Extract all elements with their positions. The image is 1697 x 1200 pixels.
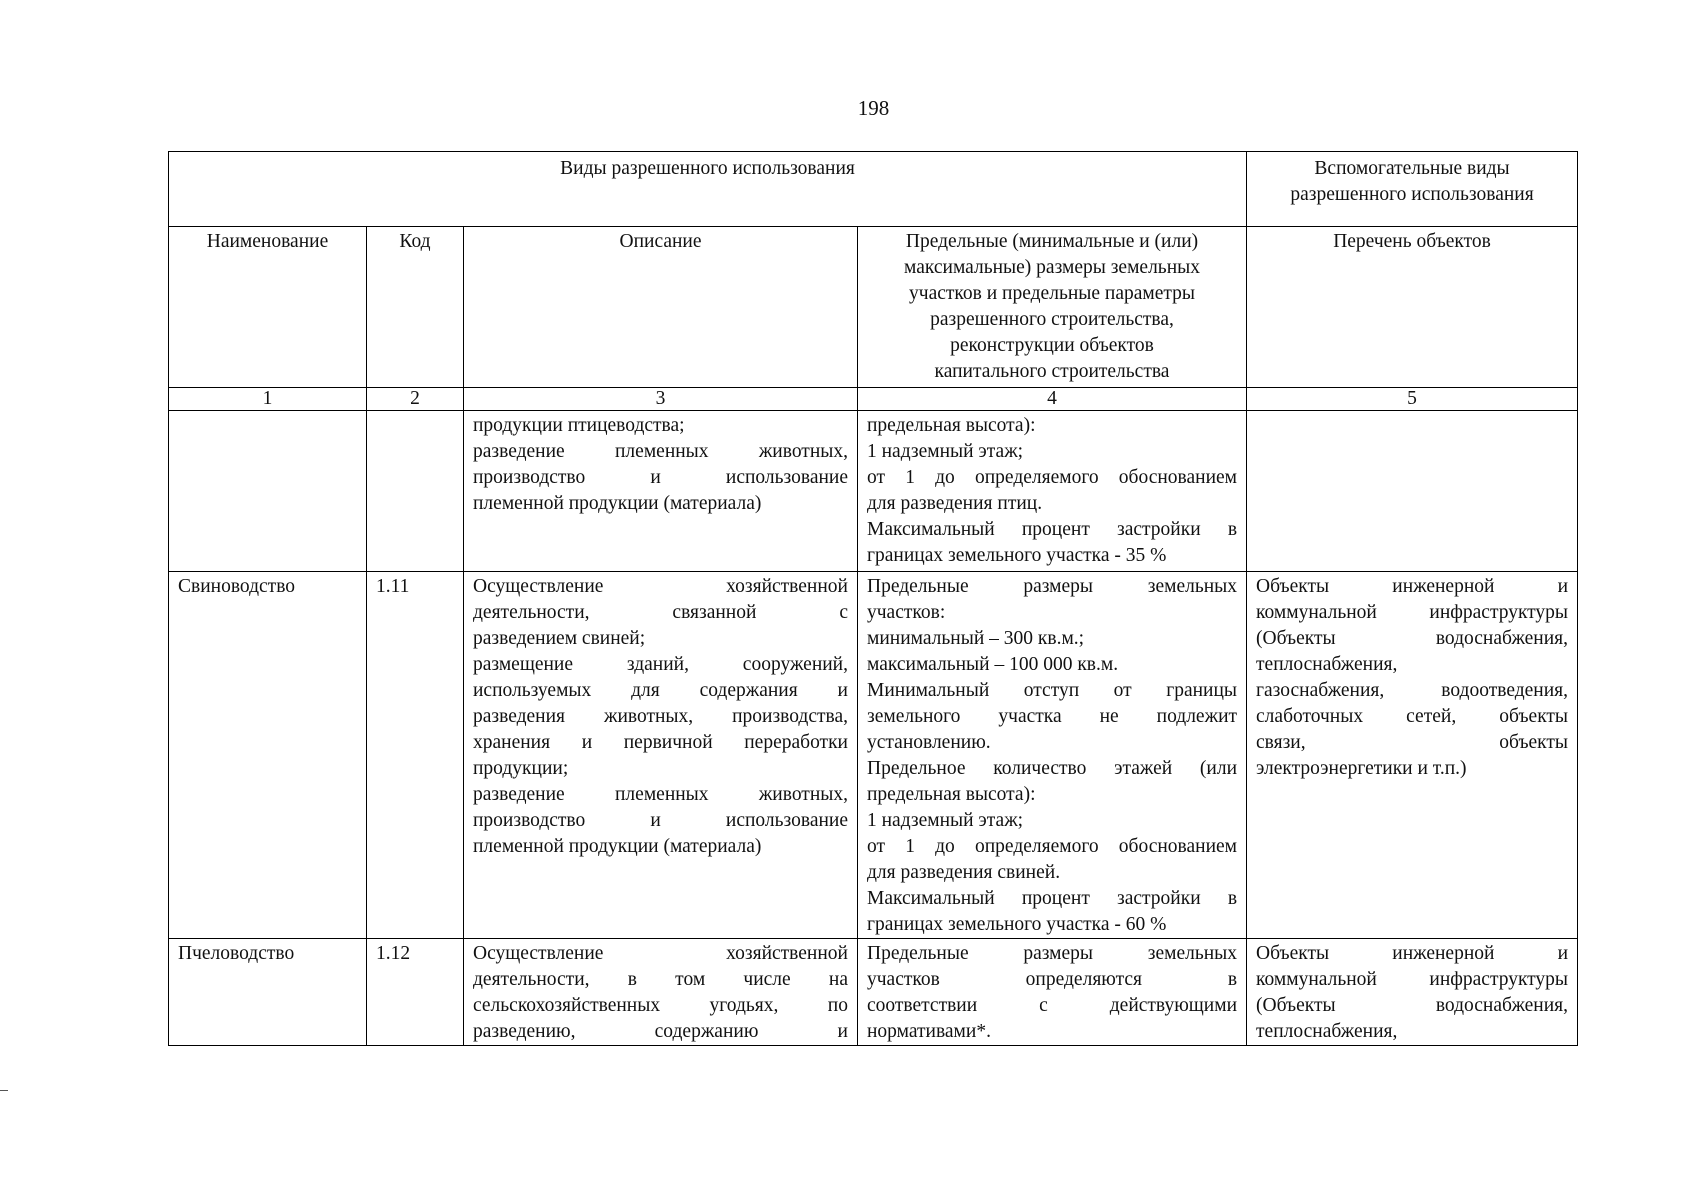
header-aux-line: разрешенного использования bbox=[1290, 184, 1534, 205]
text-line: участков определяются в bbox=[867, 969, 1238, 990]
text-line: предельная высота): bbox=[867, 415, 1036, 436]
text-line: деятельности, в том числе на bbox=[473, 969, 848, 990]
col-header-description: Описание bbox=[464, 227, 858, 388]
text-line: максимальный – 100 000 кв.м. bbox=[867, 654, 1119, 675]
col-header-limits bbox=[858, 227, 1247, 388]
text-line: 1 надземный этаж; bbox=[867, 810, 1024, 831]
cell-name: Свиноводство bbox=[169, 572, 367, 939]
text-line: племенной продукции (материала) bbox=[473, 836, 762, 857]
text-line: для разведения свиней. bbox=[867, 862, 1061, 883]
text-line: Осуществление хозяйственной bbox=[473, 943, 848, 964]
cell-objects bbox=[1247, 572, 1578, 939]
cell-code: 1.11 bbox=[367, 572, 464, 939]
text-line: разведение племенных животных, bbox=[473, 441, 848, 462]
column-number: 3 bbox=[464, 388, 858, 411]
text-line: используемых для содержания и bbox=[473, 680, 848, 701]
column-numbers-row bbox=[169, 388, 1578, 411]
text-line: для разведения птиц. bbox=[867, 493, 1043, 514]
text-line: установлению. bbox=[867, 732, 991, 753]
text-line: Объекты инженерной и bbox=[1256, 576, 1569, 597]
cell-name bbox=[169, 411, 367, 572]
text-line: продукции птицеводства; bbox=[473, 415, 685, 436]
header-main-uses: Виды разрешенного использования bbox=[169, 152, 1247, 227]
text-line: коммунальной инфраструктуры bbox=[1256, 602, 1569, 623]
header-columns-row bbox=[169, 227, 1578, 388]
text-line: от 1 до определяемого обоснованием bbox=[867, 467, 1238, 488]
text-line: Максимальный процент застройки в bbox=[867, 888, 1238, 909]
column-number: 5 bbox=[1247, 388, 1578, 411]
text-line: участков: bbox=[867, 602, 946, 623]
limits-header-line: Предельные (минимальные и (или) bbox=[905, 231, 1199, 252]
margin-mark bbox=[0, 1090, 8, 1091]
text-line: Предельные размеры земельных bbox=[867, 943, 1238, 964]
text-line: коммунальной инфраструктуры bbox=[1256, 969, 1569, 990]
text-line: Максимальный процент застройки в bbox=[867, 519, 1238, 540]
cell-limits bbox=[858, 572, 1247, 939]
text-line: производство и использование bbox=[473, 810, 848, 831]
text-line: разведение племенных животных, bbox=[473, 784, 848, 805]
text-line: Минимальный отступ от границы bbox=[867, 680, 1238, 701]
cell-name: Пчеловодство bbox=[169, 939, 367, 1046]
text-line: производство и использование bbox=[473, 467, 848, 488]
cell-objects bbox=[1247, 939, 1578, 1046]
text-line: Предельное количество этажей (или bbox=[867, 758, 1238, 779]
text-line: границах земельного участка - 60 % bbox=[867, 914, 1167, 935]
text-line: (Объекты водоснабжения, bbox=[1256, 628, 1569, 649]
cell-code: 1.12 bbox=[367, 939, 464, 1046]
text-line: 1 надземный этаж; bbox=[867, 441, 1024, 462]
text-line: размещение зданий, сооружений, bbox=[473, 654, 848, 675]
text-line: теплоснабжения, bbox=[1256, 1021, 1398, 1042]
cell-limits bbox=[858, 411, 1247, 572]
text-line: границах земельного участка - 35 % bbox=[867, 545, 1167, 566]
cell-description bbox=[464, 939, 858, 1046]
table-row bbox=[169, 411, 1578, 572]
cell-description bbox=[464, 411, 858, 572]
text-line: хранения и первичной переработки bbox=[473, 732, 848, 753]
text-line: земельного участка не подлежит bbox=[867, 706, 1238, 727]
text-line: газоснабжения, водоотведения, bbox=[1256, 680, 1569, 701]
text-line: разведением свиней; bbox=[473, 628, 646, 649]
table-row bbox=[169, 572, 1578, 939]
cell-objects bbox=[1247, 411, 1578, 572]
text-line: Предельные размеры земельных bbox=[867, 576, 1238, 597]
header-aux-line: Вспомогательные виды bbox=[1314, 158, 1510, 179]
cell-limits bbox=[858, 939, 1247, 1046]
limits-header-line: реконструкции объектов bbox=[950, 335, 1154, 356]
page-number: 198 bbox=[857, 96, 890, 120]
text-line: разведения животных, производства, bbox=[473, 706, 848, 727]
text-line: племенной продукции (материала) bbox=[473, 493, 762, 514]
text-line: от 1 до определяемого обоснованием bbox=[867, 836, 1238, 857]
limits-header-line: максимальные) размеры земельных bbox=[904, 257, 1200, 278]
text-line: минимальный – 300 кв.м.; bbox=[867, 628, 1085, 649]
header-aux-uses bbox=[1247, 152, 1578, 227]
col-header-name: Наименование bbox=[169, 227, 367, 388]
column-number: 2 bbox=[367, 388, 464, 411]
cell-description bbox=[464, 572, 858, 939]
text-line: нормативами*. bbox=[867, 1021, 991, 1042]
text-line: соответствии с действующими bbox=[867, 995, 1238, 1016]
text-line: предельная высота): bbox=[867, 784, 1036, 805]
text-line: продукции; bbox=[473, 758, 569, 779]
text-line: слаботочных сетей, объекты bbox=[1256, 706, 1569, 727]
table-row bbox=[169, 939, 1578, 1046]
limits-header-line: участков и предельные параметры bbox=[909, 283, 1195, 304]
text-line: сельскохозяйственных угодьях, по bbox=[473, 995, 848, 1016]
text-line: разведению, содержанию и bbox=[473, 1021, 848, 1042]
column-number: 4 bbox=[858, 388, 1247, 411]
cell-code bbox=[367, 411, 464, 572]
land-use-table bbox=[168, 151, 1578, 1046]
text-line: связи, объекты bbox=[1256, 732, 1569, 753]
column-number: 1 bbox=[169, 388, 367, 411]
text-line: деятельности, связанной с bbox=[473, 602, 848, 623]
text-line: теплоснабжения, bbox=[1256, 654, 1398, 675]
col-header-objects: Перечень объектов bbox=[1247, 227, 1578, 388]
text-line: Осуществление хозяйственной bbox=[473, 576, 848, 597]
text-line: (Объекты водоснабжения, bbox=[1256, 995, 1569, 1016]
header-group-row bbox=[169, 152, 1578, 227]
col-header-code: Код bbox=[367, 227, 464, 388]
text-line: электроэнергетики и т.п.) bbox=[1256, 758, 1467, 779]
text-line: Объекты инженерной и bbox=[1256, 943, 1569, 964]
limits-header-line: разрешенного строительства, bbox=[930, 309, 1174, 330]
limits-header-line: капитального строительства bbox=[934, 361, 1170, 382]
